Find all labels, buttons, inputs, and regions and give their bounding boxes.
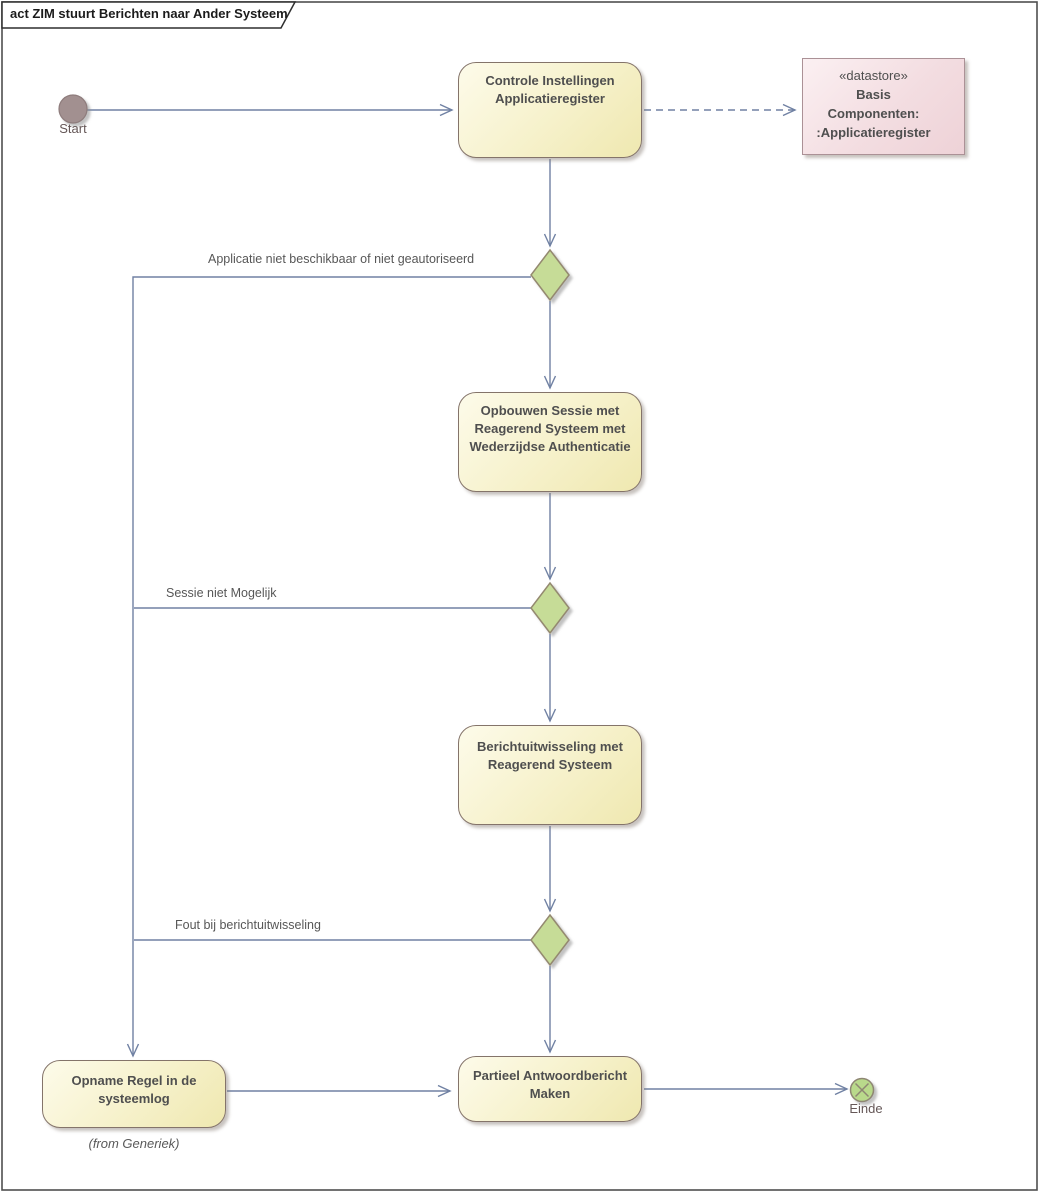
start-node[interactable]: [59, 95, 87, 123]
activity-partieel-antwoordbericht[interactable]: [458, 1056, 642, 1122]
activity-label: Controle Instellingen Applicatieregister: [485, 73, 615, 106]
flow-final-label: Einde: [849, 1101, 883, 1116]
datastore-basis-componenten[interactable]: [802, 58, 965, 155]
datastore-name-line1: Basis Componenten:: [827, 87, 920, 121]
datastore-name-line2: :Applicatieregister: [816, 125, 931, 140]
activity-label: Berichtuitwisseling met Reagerend Systeem: [477, 739, 623, 772]
decision-node-1[interactable]: [531, 250, 569, 300]
diagram-title: act ZIM stuurt Berichten naar Ander Systeem: [10, 6, 288, 21]
start-node-label: Start: [59, 121, 87, 136]
activity-opbouwen-sessie[interactable]: [458, 392, 642, 492]
guard-label-applicatie-niet-beschikbaar: Applicatie niet beschikbaar of niet geautoriseerd: [208, 252, 475, 266]
diagram-frame: [2, 2, 1037, 1190]
decision-node-3[interactable]: [531, 915, 569, 965]
guard-label-sessie-niet-mogelijk: Sessie niet Mogelijk: [166, 586, 277, 600]
datastore-stereotype: «datastore»: [839, 68, 908, 83]
activity-berichtuitwisseling[interactable]: [458, 725, 642, 825]
decision-node-2[interactable]: [531, 583, 569, 633]
flow-final-node[interactable]: [851, 1079, 874, 1102]
activity-label: Partieel Antwoordbericht Maken: [472, 1068, 628, 1101]
activity-controle-instellingen[interactable]: [458, 62, 642, 158]
guard-label-fout-bij-berichtuitwisseling: Fout bij berichtuitwisseling: [175, 918, 321, 932]
activity-label: Opname Regel in de systeemlog: [71, 1073, 197, 1106]
activity-opname-regel-systeemlog[interactable]: [42, 1060, 226, 1128]
activity-label: Opbouwen Sessie met Reagerend Systeem met Wederzijdse Authenticatie: [469, 403, 631, 454]
from-generiek-note: (from Generiek): [88, 1136, 180, 1151]
